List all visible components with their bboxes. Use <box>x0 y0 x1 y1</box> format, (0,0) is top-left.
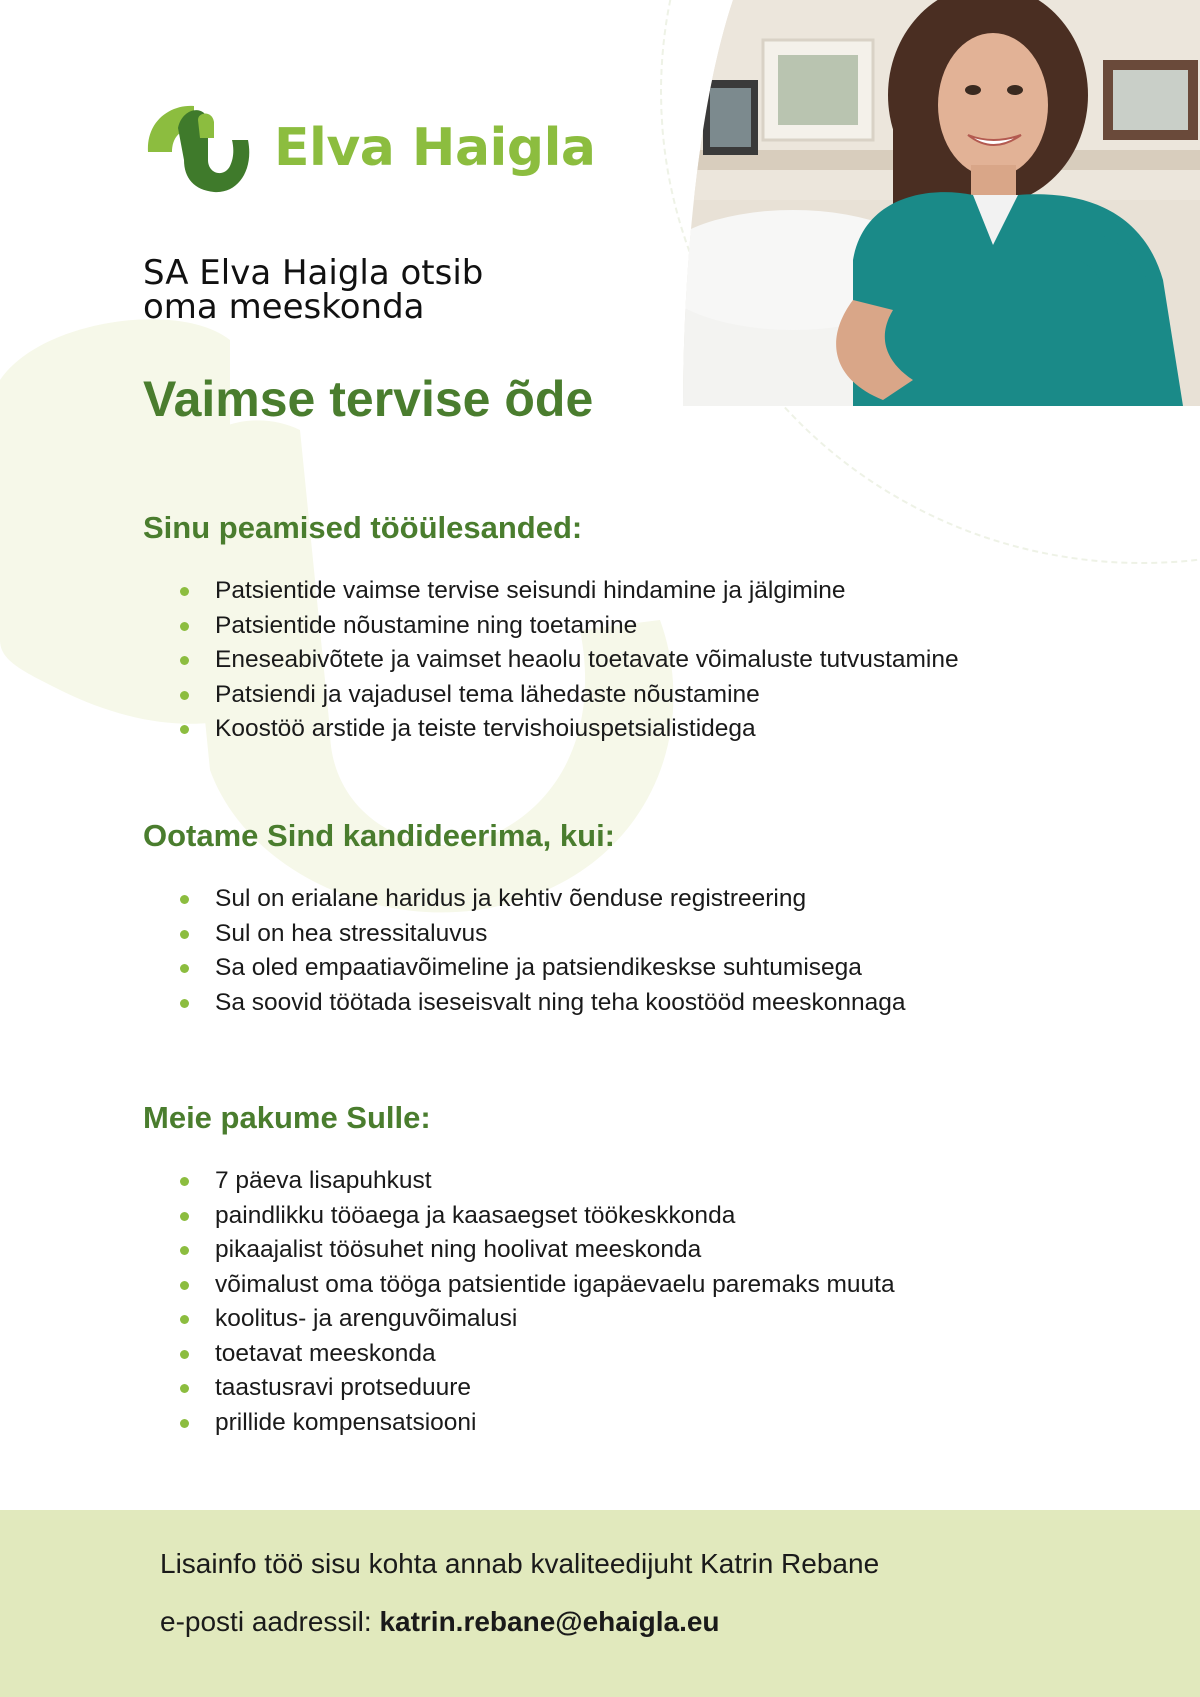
list-item: Koostöö arstide ja teiste tervishoiuspetsialistidega <box>143 712 959 747</box>
list-item: toetavat meeskonda <box>143 1337 895 1372</box>
section-heading: Ootame Sind kandideerima, kui: <box>143 818 616 853</box>
list-item: paindlikku tööaega ja kaasaegset töökeskkonda <box>143 1199 895 1234</box>
bullet-list <box>143 882 906 1020</box>
email-label: e-posti aadressil: <box>160 1606 380 1637</box>
section-heading: Meie pakume Sulle: <box>143 1100 431 1135</box>
benefits-section <box>143 1100 895 1440</box>
list-item: võimalust oma tööga patsientide igapäevaelu paremaks muuta <box>143 1268 895 1303</box>
list-item: Sul on erialane haridus ja kehtiv õenduse registreering <box>143 882 906 917</box>
list-item: taastusravi protseduure <box>143 1371 895 1406</box>
contact-info-text: Lisainfo töö sisu kohta annab kvaliteedijuht Katrin Rebane <box>160 1548 880 1579</box>
list-item: Patsiendi ja vajadusel tema lähedaste nõustamine <box>143 678 959 713</box>
intro-line-1: SA Elva Haigla otsib <box>143 253 484 293</box>
job-title: Vaimse tervise õde <box>143 371 594 427</box>
duties-section <box>143 510 959 747</box>
list-item: prillide kompensatsiooni <box>143 1406 895 1441</box>
list-item: koolitus- ja arenguvõimalusi <box>143 1302 895 1337</box>
list-item: 7 päeva lisapuhkust <box>143 1164 895 1199</box>
intro-line-2: oma meeskonda <box>143 287 425 327</box>
bullet-list <box>143 574 959 747</box>
list-item: Sa soovid töötada iseseisvalt ning teha koostööd meeskonnaga <box>143 986 906 1021</box>
brand-logo <box>142 100 596 196</box>
brand-name: Elva Haigla <box>274 118 596 178</box>
hero-photo <box>683 0 1200 406</box>
list-item: Eneseabivõtete ja vaimset heaolu toetavate võimaluste tutvustamine <box>143 643 959 678</box>
contact-footer <box>0 1510 1200 1697</box>
requirements-section <box>143 818 906 1020</box>
contact-email-link[interactable]: katrin.rebane@ehaigla.eu <box>379 1606 720 1637</box>
contact-email-line <box>160 1606 720 1638</box>
list-item: Sul on hea stressitaluvus <box>143 917 906 952</box>
intro-text <box>143 253 484 327</box>
list-item: Patsientide vaimse tervise seisundi hindamine ja jälgimine <box>143 574 959 609</box>
list-item: Patsientide nõustamine ning toetamine <box>143 609 959 644</box>
bullet-list <box>143 1164 895 1440</box>
list-item: Sa oled empaatiavõimeline ja patsiendikeskse suhtumisega <box>143 951 906 986</box>
section-heading: Sinu peamised tööülesanded: <box>143 510 583 545</box>
list-item: pikaajalist töösuhet ning hoolivat meeskonda <box>143 1233 895 1268</box>
elva-haigla-logo-icon <box>142 100 252 196</box>
